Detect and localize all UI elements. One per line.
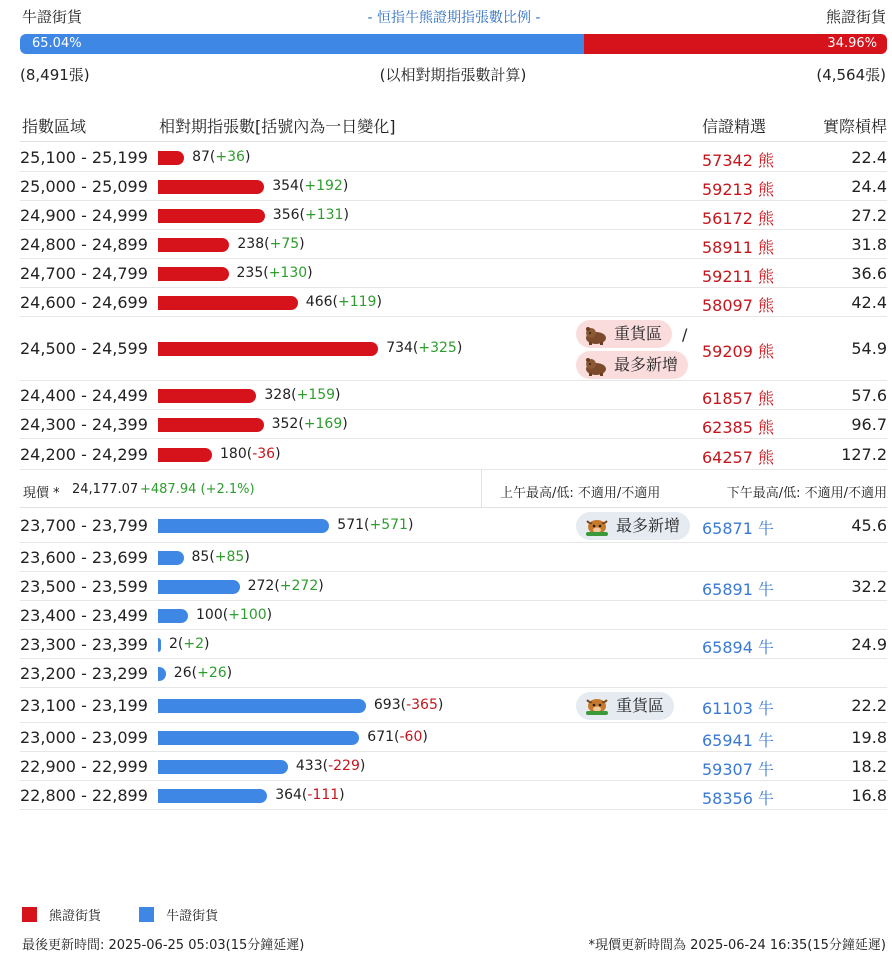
paren: ) <box>299 235 305 252</box>
bull-contracts-bar <box>158 638 161 652</box>
paren: ( <box>222 606 229 623</box>
warrant-code-link[interactable]: 61857 熊 <box>702 388 774 408</box>
page-title: - 恒指牛熊證期指張數比例 - <box>367 10 541 26</box>
pm-high-low: 下午最高/低: 不適用/不適用 <box>726 486 887 501</box>
bull-label: 牛證街貨 <box>22 8 83 26</box>
contracts-value <box>237 265 313 281</box>
index-range: 24,200 - 24,299 <box>20 444 148 464</box>
contracts-value <box>264 387 340 403</box>
effective-leverage: 18.2 <box>851 756 887 776</box>
contracts-count: 272 <box>247 577 275 594</box>
paren: ( <box>364 517 370 533</box>
bear-icon <box>584 356 608 376</box>
warrant-code-link[interactable]: 64257 熊 <box>702 447 774 467</box>
daily-change: +119 <box>338 293 377 310</box>
warrant-code-link[interactable]: 59213 熊 <box>702 179 774 199</box>
contracts-value <box>275 787 344 803</box>
paren: ) <box>376 293 382 310</box>
effective-leverage: 16.8 <box>851 785 887 805</box>
bull-contracts-bar <box>158 731 359 745</box>
legend <box>22 905 218 923</box>
bear-contracts-bar <box>158 180 264 194</box>
contracts-count: 85 <box>191 548 210 565</box>
contracts-count: 356 <box>272 206 300 223</box>
paren: ( <box>298 415 304 432</box>
daily-change: -365 <box>406 696 438 713</box>
legend-bull-label: 牛證街貨 <box>166 909 219 924</box>
index-range: 25,000 - 25,099 <box>20 176 148 196</box>
bull-row <box>20 601 887 630</box>
contracts-count: 2 <box>169 635 178 652</box>
bull-ratio-segment <box>20 34 584 54</box>
bear-row <box>20 317 887 381</box>
bear-contracts-bar <box>158 342 378 356</box>
index-range: 24,300 - 24,399 <box>20 414 148 434</box>
bear-contracts-bar <box>158 151 184 165</box>
paren: ( <box>246 445 253 462</box>
paren: ( <box>301 786 308 803</box>
contracts-count: 235 <box>236 264 264 281</box>
daily-change: +272 <box>279 577 319 594</box>
paren: ( <box>264 235 270 252</box>
effective-leverage: 45.6 <box>851 516 887 535</box>
contracts-count: 328 <box>264 386 292 403</box>
contracts-count: 693 <box>373 696 401 713</box>
daily-change: +571 <box>369 517 408 533</box>
bull-contracts-bar <box>158 551 184 565</box>
daily-change: +169 <box>303 415 343 432</box>
contracts-count: 671 <box>367 728 395 745</box>
effective-leverage: 54.9 <box>851 339 887 358</box>
paren: ( <box>209 148 216 165</box>
contracts-value <box>367 729 428 745</box>
badge-separator: / <box>682 325 688 344</box>
current-price-row <box>20 470 887 508</box>
paren: ( <box>299 206 305 223</box>
legend-bull-swatch <box>139 907 154 922</box>
warrant-code-link[interactable]: 65941 牛 <box>702 730 774 750</box>
paren: ) <box>266 606 273 623</box>
bull-row <box>20 509 887 543</box>
ratio-note: (以相對期指張數計算) <box>379 66 527 84</box>
paren: ( <box>394 728 400 745</box>
bear-row <box>20 381 887 410</box>
bull-icon <box>584 517 610 537</box>
warrant-code-link[interactable]: 65871 牛 <box>702 519 774 538</box>
paren: ( <box>400 696 407 713</box>
bear-ratio-segment <box>584 34 887 54</box>
paren: ) <box>342 177 349 194</box>
am-high-low: 上午最高/低: 不適用/不適用 <box>500 486 661 501</box>
paren: ( <box>322 757 329 774</box>
paren: ( <box>332 293 338 310</box>
warrant-code-link[interactable]: 58356 牛 <box>702 788 774 808</box>
effective-leverage: 24.9 <box>851 634 887 654</box>
contracts-value <box>220 446 281 462</box>
contracts-value <box>192 149 250 165</box>
warrant-code-link[interactable]: 65894 牛 <box>702 637 774 657</box>
contracts-count: 238 <box>237 235 265 252</box>
index-range: 24,600 - 24,699 <box>20 292 148 312</box>
current-label: 現價 * <box>23 486 60 501</box>
contracts-value <box>306 294 382 310</box>
bear-row <box>20 410 887 439</box>
effective-leverage: 31.8 <box>851 234 887 254</box>
bear-row <box>20 143 887 172</box>
bull-contracts-bar <box>158 519 329 533</box>
index-range: 23,600 - 23,699 <box>20 547 148 567</box>
index-range: 23,700 - 23,799 <box>20 516 148 535</box>
bull-contracts-bar <box>158 667 166 681</box>
paren: ( <box>412 340 419 356</box>
contracts-value <box>386 340 462 356</box>
daily-change: +131 <box>305 206 344 223</box>
daily-change: +192 <box>304 177 343 194</box>
bear-row <box>20 172 887 201</box>
contracts-count: 180 <box>220 445 247 462</box>
warrant-code-link[interactable]: 58911 熊 <box>702 237 774 257</box>
badge-label: 重貨區 <box>614 324 663 343</box>
contracts-value <box>169 636 210 652</box>
col-range: 指數區域 <box>22 117 87 136</box>
paren: ) <box>335 386 341 403</box>
bear-icon <box>584 325 608 345</box>
col-contracts: 相對期指張數[括號內為一日變化] <box>159 117 396 136</box>
paren: ) <box>226 664 233 681</box>
current-price: 24,177.07 <box>72 482 139 497</box>
paren: ) <box>407 517 414 533</box>
warrant-code-link[interactable]: 65891 牛 <box>702 579 774 599</box>
bull-row <box>20 688 887 723</box>
effective-leverage: 96.7 <box>851 414 887 434</box>
paren: ( <box>177 635 184 652</box>
bull-row <box>20 630 887 659</box>
bull-contracts-bar <box>158 609 188 623</box>
bear-badge <box>576 320 672 348</box>
contracts-count: 100 <box>196 606 223 623</box>
bear-pct: 34.96% <box>827 36 877 51</box>
paren: ) <box>307 264 313 281</box>
paren: ) <box>339 786 345 803</box>
contracts-value <box>272 178 348 194</box>
daily-change: -36 <box>252 445 276 462</box>
effective-leverage: 22.4 <box>851 147 887 167</box>
daily-change: +75 <box>269 235 300 252</box>
daily-change: -111 <box>307 786 340 803</box>
contracts-count: 364 <box>275 786 302 803</box>
paren: ) <box>204 635 210 652</box>
paren: ( <box>274 577 280 594</box>
index-range: 24,700 - 24,799 <box>20 263 148 283</box>
contracts-value <box>273 207 349 223</box>
paren: ) <box>422 728 428 745</box>
warrant-code-link[interactable]: 57342 熊 <box>702 150 774 170</box>
paren: ) <box>244 148 251 165</box>
bull-contracts-bar <box>158 699 366 713</box>
divider <box>481 470 482 507</box>
index-range: 23,200 - 23,299 <box>20 663 148 683</box>
bull-badge <box>576 692 674 720</box>
paren: ( <box>191 664 198 681</box>
effective-leverage: 22.2 <box>851 695 887 715</box>
table-header <box>20 112 887 142</box>
legend-bear-swatch <box>22 907 37 922</box>
paren: ( <box>291 386 297 403</box>
bear-row <box>20 201 887 230</box>
bull-row <box>20 659 887 688</box>
index-range: 22,900 - 22,999 <box>20 756 148 776</box>
contracts-value <box>248 578 324 594</box>
index-range: 23,400 - 23,499 <box>20 605 148 625</box>
legend-bear-label: 熊證街貨 <box>49 909 102 924</box>
daily-change: +130 <box>268 264 308 281</box>
paren: ) <box>456 340 463 356</box>
bull-contracts-bar <box>158 760 288 774</box>
paren: ) <box>318 577 324 594</box>
index-range: 22,800 - 22,899 <box>20 785 148 805</box>
bear-contracts-bar <box>158 389 256 403</box>
contracts-count: 87 <box>192 148 210 165</box>
contracts-value <box>237 236 304 252</box>
index-range: 23,300 - 23,399 <box>20 634 148 654</box>
badge-label: 最多新增 <box>614 355 679 374</box>
contracts-count: 433 <box>295 757 323 774</box>
index-range: 24,500 - 24,599 <box>20 339 148 358</box>
bull-count: (8,491張) <box>20 66 90 84</box>
bear-contracts-bar <box>158 296 298 310</box>
daily-change: -229 <box>328 757 360 774</box>
effective-leverage: 42.4 <box>851 292 887 312</box>
contracts-count: 466 <box>305 293 333 310</box>
contracts-value <box>374 697 443 713</box>
warrant-code-link[interactable]: 59211 熊 <box>702 266 774 286</box>
contracts-count: 734 <box>386 340 413 356</box>
effective-leverage: 127.2 <box>841 444 887 464</box>
effective-leverage: 27.2 <box>851 205 887 225</box>
current-change: +487.94 (+2.1%) <box>140 482 255 497</box>
daily-change: +325 <box>418 340 457 356</box>
daily-change: +36 <box>215 148 245 165</box>
contracts-value <box>296 758 365 774</box>
index-range: 23,500 - 23,599 <box>20 576 148 596</box>
contracts-value <box>337 517 413 533</box>
daily-change: +159 <box>296 386 336 403</box>
bear-contracts-bar <box>158 238 229 252</box>
last-updated: 最後更新時間: 2025-06-25 05:03(15分鐘延遲) <box>22 938 305 953</box>
daily-change: +2 <box>183 635 205 652</box>
paren: ) <box>359 757 366 774</box>
col-pick: 信證精選 <box>702 117 767 136</box>
index-range: 24,800 - 24,899 <box>20 234 148 254</box>
bull-row <box>20 781 887 810</box>
bull-contracts-bar <box>158 789 267 803</box>
paren: ) <box>275 445 281 462</box>
paren: ( <box>209 548 215 565</box>
bear-contracts-bar <box>158 448 212 462</box>
warrant-code-link[interactable]: 59307 牛 <box>702 759 774 779</box>
effective-leverage: 24.4 <box>851 176 887 196</box>
bear-contracts-bar <box>158 267 229 281</box>
contracts-count: 352 <box>271 415 299 432</box>
paren: ) <box>342 415 348 432</box>
bull-row <box>20 752 887 781</box>
contracts-value <box>192 549 250 565</box>
paren: ) <box>244 548 250 565</box>
effective-leverage: 36.6 <box>851 263 887 283</box>
bear-row <box>20 230 887 259</box>
index-range: 24,900 - 24,999 <box>20 205 148 225</box>
daily-change: +100 <box>228 606 267 623</box>
bull-icon <box>584 696 610 716</box>
warrant-code-link[interactable]: 56172 熊 <box>702 208 774 228</box>
bear-row <box>20 259 887 288</box>
contracts-count: 354 <box>272 177 299 194</box>
bear-badge <box>576 351 688 379</box>
bear-contracts-bar <box>158 418 264 432</box>
effective-leverage: 32.2 <box>851 576 887 596</box>
price-updated: *現價更新時間為 2025-06-24 16:35(15分鐘延遲) <box>588 938 886 953</box>
bull-row <box>20 723 887 752</box>
bear-row <box>20 288 887 317</box>
bear-count: (4,564張) <box>816 66 886 84</box>
index-range: 23,100 - 23,199 <box>20 695 148 715</box>
badge-label: 最多新增 <box>616 516 681 535</box>
ratio-counts <box>20 64 886 86</box>
ratio-labels <box>22 6 886 28</box>
warrant-code-link[interactable]: 62385 熊 <box>702 417 774 437</box>
paren: ( <box>263 264 269 281</box>
paren: ( <box>298 177 305 194</box>
bull-badge <box>576 512 690 540</box>
bear-contracts-bar <box>158 209 265 223</box>
warrant-code-link[interactable]: 59209 熊 <box>702 342 774 361</box>
contracts-value <box>196 607 272 623</box>
bear-label: 熊證街貨 <box>825 8 886 26</box>
contracts-count: 26 <box>173 664 192 681</box>
effective-leverage: 19.8 <box>851 727 887 747</box>
bull-bear-ratio-bar <box>20 34 887 54</box>
daily-change: -60 <box>399 728 423 745</box>
effective-leverage: 57.6 <box>851 385 887 405</box>
warrant-code-link[interactable]: 58097 熊 <box>702 295 774 315</box>
contracts-count: 571 <box>337 517 365 533</box>
badge-label: 重貨區 <box>616 695 665 715</box>
daily-change: +85 <box>214 548 245 565</box>
daily-change: +26 <box>197 664 227 681</box>
bull-pct: 65.04% <box>32 36 82 51</box>
bull-contracts-bar <box>158 580 240 594</box>
bull-row <box>20 543 887 572</box>
warrant-code-link[interactable]: 61103 牛 <box>702 698 774 718</box>
contracts-value <box>272 416 348 432</box>
bear-row <box>20 439 887 470</box>
paren: ) <box>437 696 444 713</box>
index-range: 23,000 - 23,099 <box>20 727 148 747</box>
col-leverage: 實際槓桿 <box>822 117 887 136</box>
bull-row <box>20 572 887 601</box>
paren: ) <box>343 206 349 223</box>
index-range: 25,100 - 25,199 <box>20 147 148 167</box>
index-range: 24,400 - 24,499 <box>20 385 148 405</box>
contracts-value <box>174 665 232 681</box>
